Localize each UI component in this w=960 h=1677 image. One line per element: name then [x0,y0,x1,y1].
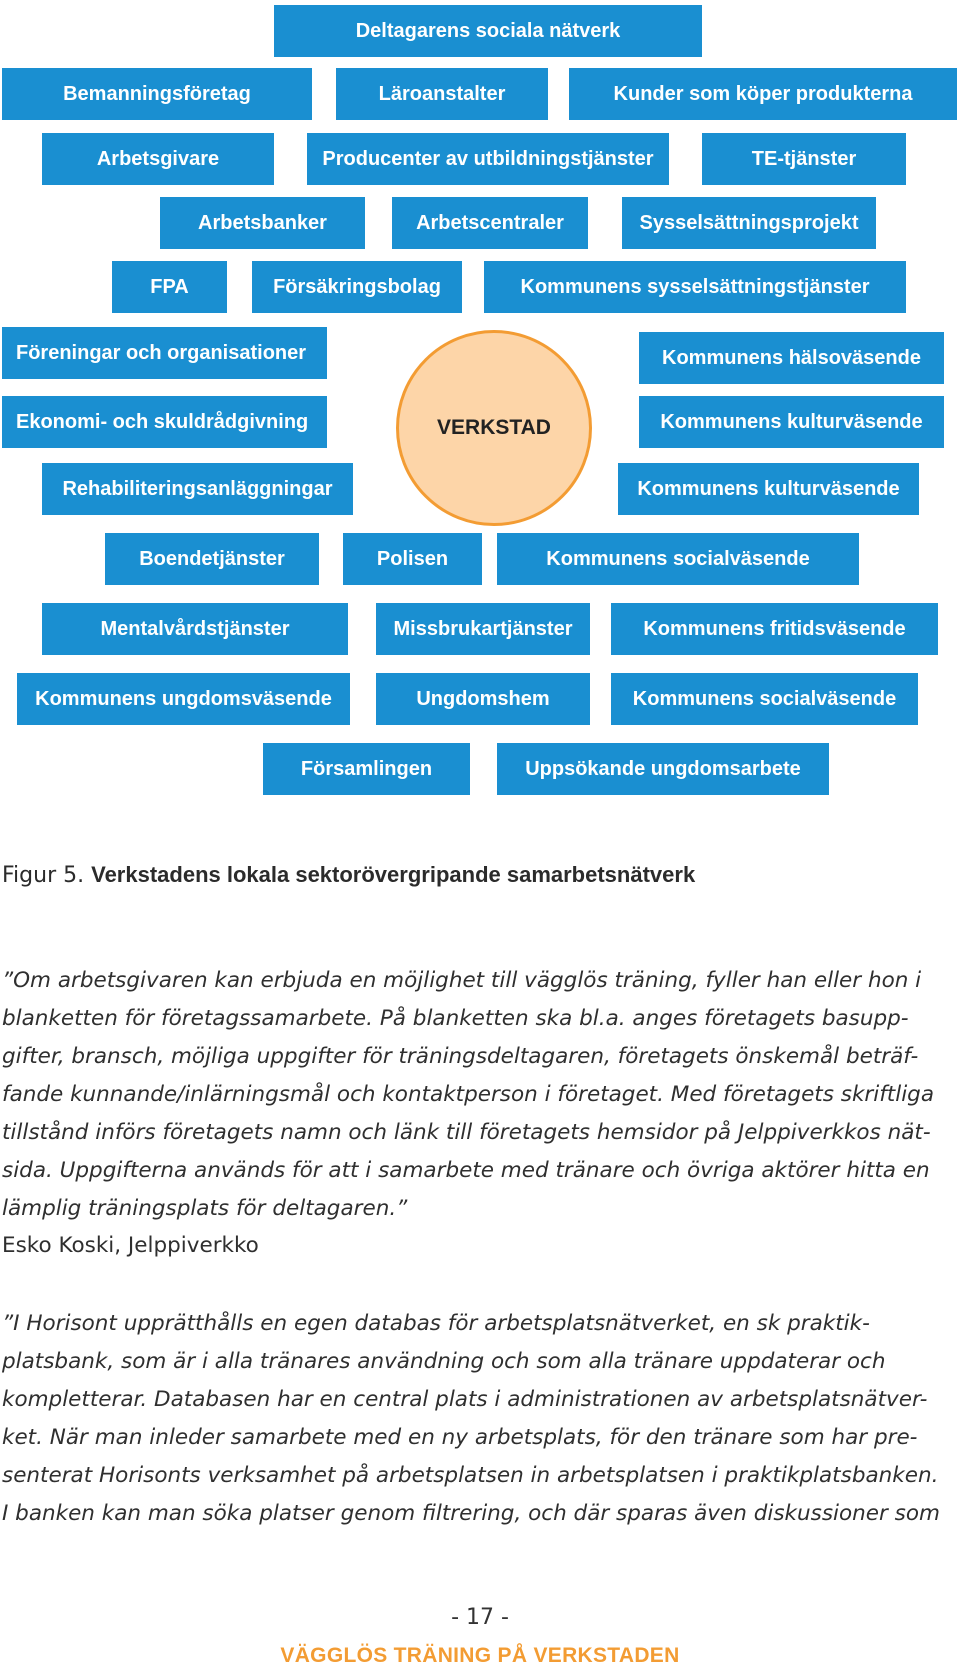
node: Kommunens sysselsättningstjänster [484,261,906,313]
quote-attribution: Esko Koski, Jelppiverkko [2,1233,259,1258]
text-line: ket. När man inleder samarbete med en ny arbetsplats, för den tränare som har pre- [2,1425,918,1450]
text-line: ”Om arbetsgivaren kan erbjuda en möjlighet till vägglös träning, fyller han eller hon i [2,968,922,993]
node: Kommunens kulturväsende [639,396,944,448]
node: Arbetsbanker [160,197,365,249]
text-line: lämplig träningsplats för deltagaren.” [2,1196,408,1221]
node: Rehabiliteringsanläggningar [42,463,353,515]
node: Föreningar och organisationer [2,327,327,379]
node: Boendetjänster [105,533,319,585]
node: Polisen [343,533,482,585]
text-line: platsbank, som är i alla tränares användning och som alla tränare uppdaterar och [2,1349,886,1374]
center-label: VERKSTAD [437,416,551,439]
node: Missbrukartjänster [376,603,590,655]
text-line: tillstånd införs företagets namn och länk till företagets hemsidor på Jelppiverkkos nät- [2,1120,931,1145]
node-social-network: Deltagarens sociala nätverk [274,5,702,57]
caption-prefix: Figur 5. [2,863,92,888]
node: Arbetscentraler [392,197,588,249]
text-line: senterat Horisonts verksamhet på arbetsplatsen in arbetsplatsen i praktikplatsbanken. [2,1463,939,1488]
node: Försäkringsbolag [252,261,462,313]
node: Läroanstalter [336,68,548,120]
node: Församlingen [263,743,470,795]
node: TE-tjänster [702,133,906,185]
node: Mentalvårdstjänster [42,603,348,655]
quote-paragraph-1 [2,962,958,1228]
text-line: blanketten för företagssamarbete. På blanketten ska bl.a. anges företagets basupp- [2,1006,909,1031]
page-number: - 17 - [451,1605,509,1630]
node: Kommunens kulturväsende [618,463,919,515]
node: FPA [112,261,227,313]
node: Ekonomi- och skuldrådgivning [2,396,327,448]
text-line: fande kunnande/inlärningsmål och kontaktperson i företaget. Med företagets skriftliga [2,1082,935,1107]
node: Arbetsgivare [42,133,274,185]
node: Kunder som köper produkterna [569,68,957,120]
node: Bemanningsföretag [2,68,312,120]
caption-title: Verkstadens lokala sektorövergripande samarbetsnätverk [91,862,696,887]
quote-paragraph-2 [2,1305,958,1533]
text-line: I banken kan man söka platser genom filtrering, och där sparas även diskussioner som [2,1501,940,1526]
node: Uppsökande ungdomsarbete [497,743,829,795]
text-line: sida. Uppgifterna används för att i samarbete med tränare och övriga aktörer hitta en [2,1158,930,1183]
footer-title: VÄGGLÖS TRÄNING PÅ VERKSTADEN [280,1644,680,1667]
node: Kommunens socialväsende [497,533,859,585]
text-line: gifter, bransch, möjliga uppgifter för träningsdeltagaren, företagets önskemål beträf- [2,1044,919,1069]
text-line: ”I Horisont upprätthålls en egen databas för arbetsplatsnätverket, en sk praktik- [2,1311,870,1336]
node: Ungdomshem [376,673,590,725]
node: Sysselsättningsprojekt [622,197,876,249]
node: Kommunens socialväsende [611,673,918,725]
text-line: kompletterar. Databasen har en central plats i administrationen av arbetsplatsnätver- [2,1387,928,1412]
figure-caption [2,862,695,888]
node: Kommunens hälsoväsende [639,332,944,384]
node: Producenter av utbildningstjänster [307,133,669,185]
center-circle-verkstad [396,330,592,526]
node: Kommunens fritidsväsende [611,603,938,655]
node: Kommunens ungdomsväsende [17,673,350,725]
